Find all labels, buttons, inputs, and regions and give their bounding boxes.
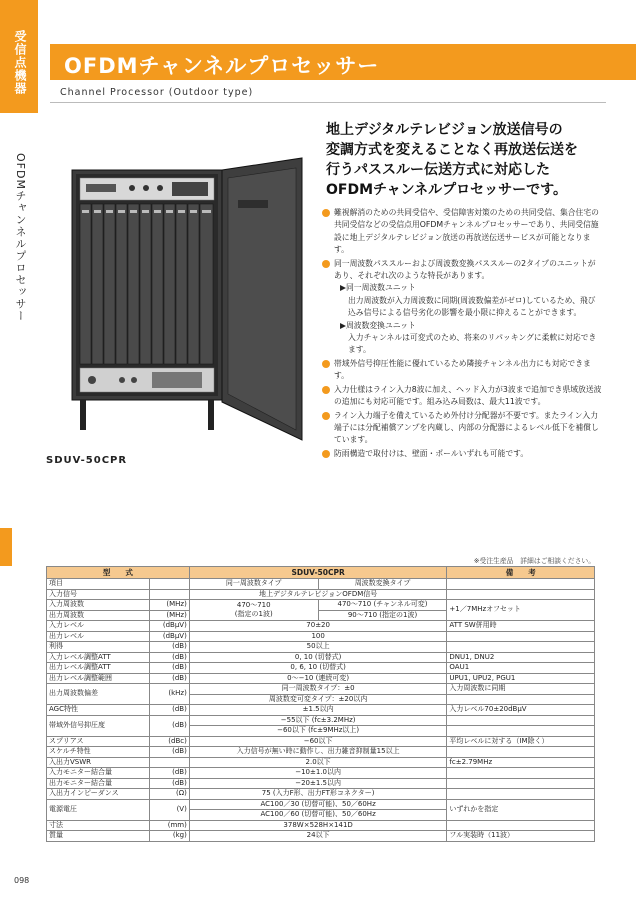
row-unit: (dB) — [150, 715, 190, 736]
remark: UPU1, UPU2, PGU1 — [447, 673, 595, 684]
bullet-icon — [322, 386, 330, 394]
cell: 50以上 — [189, 642, 447, 653]
feature-text: 帯域外信号抑圧性能に優れているため隣接チャンネル出力にも対応できます。 — [334, 358, 591, 381]
row-unit: (dB) — [150, 768, 190, 779]
row-unit: (dBc) — [150, 736, 190, 747]
cell: −60以下 — [189, 736, 447, 747]
row-unit: (mm) — [150, 820, 190, 831]
cell: AC100／30 (切替可能)、50／60Hz — [189, 799, 447, 810]
table-row — [47, 600, 595, 611]
order-note: ※受注生産品 詳細はご相談ください。 — [473, 557, 595, 565]
table-row — [47, 789, 595, 800]
row-label: 寸法 — [47, 820, 150, 831]
row-label: 入力レベル — [47, 621, 150, 632]
cell: 0, 10 (切替式) — [189, 652, 447, 663]
feature-item — [322, 207, 602, 257]
row-unit: (MHz) — [150, 600, 190, 611]
table-row — [47, 778, 595, 789]
headline-line: 変調方式を変えることなく再放送伝送を — [326, 142, 578, 158]
table-row — [47, 757, 595, 768]
side-product-label: OFDMチャンネルプロセッサー — [14, 153, 27, 322]
row-label: 入力レベル調整ATT — [47, 652, 150, 663]
table-row — [47, 799, 595, 810]
side-marker — [0, 528, 12, 566]
feature-subtitle: ▶同一周波数ユニット — [340, 283, 416, 293]
table-row — [47, 673, 595, 684]
feature-text: 難視解消のための共同受信や、受信障害対策のための共同受信、集合住宅の共同受信などの受信点用OFDMチャンネルプロセッサーであり、共同受信施設に地上デジタルテレビジョン放送の再放送伝送サービスが可能となります。 — [334, 208, 599, 255]
page-number: 098 — [14, 876, 30, 885]
row-label: 出力レベル — [47, 631, 150, 642]
cell: 地上デジタルテレビジョンOFDM信号 — [189, 589, 447, 600]
remark: ATT SW併用時 — [447, 621, 595, 632]
row-unit: (dB) — [150, 705, 190, 716]
table-row — [47, 652, 595, 663]
table-row — [47, 705, 595, 716]
feature-list — [322, 207, 602, 461]
feature-text: 同一周波数パススルーおよび周波数変換パススルーの2タイプのユニットがあり、それぞれ次のような特長があります。 — [334, 258, 596, 281]
model-caption: SDUV-50CPR — [46, 455, 128, 466]
remark: DNU1, DNU2 — [447, 652, 595, 663]
feature-text: ライン入力端子を備えているため外付け分配器が不要です。またライン入力端子には分配補償アンプを内蔵し、内部の分配器によるレベル低下を補償しています。 — [334, 410, 599, 445]
header-remarks: 備 考 — [447, 567, 595, 579]
bullet-icon — [322, 450, 330, 458]
row-label: 出力周波数偏差 — [47, 684, 150, 705]
headline-line: 行うパススルー伝送方式に対応した — [326, 162, 550, 178]
row-unit: (kg) — [150, 831, 190, 842]
row-label: 入力信号 — [47, 589, 150, 600]
feature-subtext: 出力周波数が入力周波数に同期(周波数偏差がゼロ)しているため、飛び込み信号による信号劣化の影響を最小限に抑えることができます。 — [348, 295, 596, 318]
table-row — [47, 589, 595, 600]
row-label: 項目 — [47, 579, 150, 590]
cell: 470～710 (指定の1波) — [189, 600, 318, 621]
page-subtitle: Channel Processor (Outdoor type) — [60, 87, 254, 98]
cell: −60以下 (fc±9MHz以上) — [189, 726, 447, 737]
row-unit: (dB) — [150, 747, 190, 758]
headline — [326, 120, 616, 200]
cell: −55以下 (fc±3.2MHz) — [189, 715, 447, 726]
row-unit: (dB) — [150, 642, 190, 653]
headline-line: 地上デジタルテレビジョン放送信号の — [326, 122, 563, 138]
cell: 378W×528H×141D — [189, 820, 447, 831]
row-label: スプリアス — [47, 736, 150, 747]
table-row — [47, 579, 595, 590]
table-row — [47, 747, 595, 758]
cell: 24以下 — [189, 831, 447, 842]
title-bar — [50, 44, 636, 80]
remark: 平均レベルに対する（IM除く） — [447, 736, 595, 747]
row-unit: (dB) — [150, 652, 190, 663]
remark: フル実装時（11波） — [447, 831, 595, 842]
headline-line: OFDMチャンネルプロセッサーです。 — [326, 182, 568, 198]
row-unit: (kHz) — [150, 684, 190, 705]
table-row — [47, 820, 595, 831]
table-row — [47, 663, 595, 674]
row-label: 帯域外信号抑圧度 — [47, 715, 150, 736]
table-row — [47, 736, 595, 747]
row-label: 出力モニター結合量 — [47, 778, 150, 789]
bullet-icon — [322, 260, 330, 268]
row-label: 入力モニター結合量 — [47, 768, 150, 779]
row-unit: (dB) — [150, 778, 190, 789]
row-unit: (dB) — [150, 663, 190, 674]
cell: 0～−10 (連続可変) — [189, 673, 447, 684]
table-row — [47, 684, 595, 695]
cell: ±1.5以内 — [189, 705, 447, 716]
remark: 入力レベル70±20dBμV — [447, 705, 595, 716]
feature-item — [322, 358, 602, 383]
row-label: 出力レベル調整ATT — [47, 663, 150, 674]
bullet-icon — [322, 209, 330, 217]
product-photo — [62, 140, 310, 448]
cell: 周波数変換タイプ — [318, 579, 447, 590]
feature-item — [322, 384, 602, 409]
row-label: 電源電圧 — [47, 799, 150, 820]
cell: 同一周波数タイプ：±0 — [189, 684, 447, 695]
spec-table — [46, 566, 595, 842]
table-row — [47, 715, 595, 726]
cell: −20±1.5以内 — [189, 778, 447, 789]
divider — [50, 102, 606, 103]
bullet-icon — [322, 360, 330, 368]
section-tab — [0, 0, 38, 113]
cell: 70±20 — [189, 621, 447, 632]
remark: 入力周波数に同期 — [447, 684, 595, 695]
remark: いずれかを指定 — [447, 799, 595, 820]
bullet-icon — [322, 412, 330, 420]
row-unit: (dBμV) — [150, 621, 190, 632]
row-label: 入出力VSWR — [47, 757, 150, 768]
page-title: OFDMチャンネルプロセッサー — [64, 54, 380, 78]
row-unit: (MHz) — [150, 610, 190, 621]
feature-subtext: 入力チャンネルは可変式のため、将来のリパッキングに柔軟に対応できます。 — [348, 333, 597, 355]
cell: 470～710 (チャンネル可変) — [318, 600, 447, 611]
row-label: 入力周波数 — [47, 600, 150, 611]
cell: 100 — [189, 631, 447, 642]
table-row — [47, 831, 595, 842]
row-label: スケルチ特性 — [47, 747, 150, 758]
feature-item — [322, 410, 602, 447]
header-model: SDUV-50CPR — [189, 567, 447, 579]
remark: +1／7MHzオフセット — [447, 600, 595, 621]
row-label: 利得 — [47, 642, 150, 653]
row-label: 入出力インピーダンス — [47, 789, 150, 800]
table-row — [47, 768, 595, 779]
cell: −10±1.0以内 — [189, 768, 447, 779]
table-header-row — [47, 567, 595, 579]
feature-item — [322, 448, 602, 460]
cell: 90～710 (指定の1波) — [318, 610, 447, 621]
cell: AC100／60 (切替可能)、50／60Hz — [189, 810, 447, 821]
row-label: 出力レベル調整範囲 — [47, 673, 150, 684]
cell: 75 (入力F形、出力FT形コネクター) — [189, 789, 447, 800]
cell: 周波数変可変タイプ：±20以内 — [189, 694, 447, 705]
feature-text: 防雨構造で取付けは、壁面・ポールいずれも可能です。 — [334, 448, 529, 458]
cell: 同一周波数タイプ — [189, 579, 318, 590]
cell: 2.0以下 — [189, 757, 447, 768]
feature-item — [322, 258, 602, 357]
row-unit: (V) — [150, 799, 190, 820]
remark: fc±2.79MHz — [447, 757, 595, 768]
row-unit: (Ω) — [150, 789, 190, 800]
row-unit: (dB) — [150, 673, 190, 684]
row-unit: (dBμV) — [150, 631, 190, 642]
row-label: 質量 — [47, 831, 150, 842]
row-label: AGC特性 — [47, 705, 150, 716]
cell: 入力信号が無い時に動作し、出力雑音抑制量15以上 — [189, 747, 447, 758]
table-row — [47, 631, 595, 642]
remark: OAU1 — [447, 663, 595, 674]
table-row — [47, 621, 595, 632]
row-label: 出力周波数 — [47, 610, 150, 621]
header-type: 型 式 — [47, 567, 190, 579]
table-row — [47, 642, 595, 653]
section-tab-label: 受信点機器 — [13, 30, 27, 95]
cell: 0, 6, 10 (切替式) — [189, 663, 447, 674]
feature-subtitle: ▶周波数変換ユニット — [340, 320, 416, 330]
feature-text: 入力仕様はライン入力8波に加え、ヘッド入力が3波まで追加でき県域放送波の追加にも対応可能です。組み込み局数は、最大11波です。 — [334, 384, 602, 407]
